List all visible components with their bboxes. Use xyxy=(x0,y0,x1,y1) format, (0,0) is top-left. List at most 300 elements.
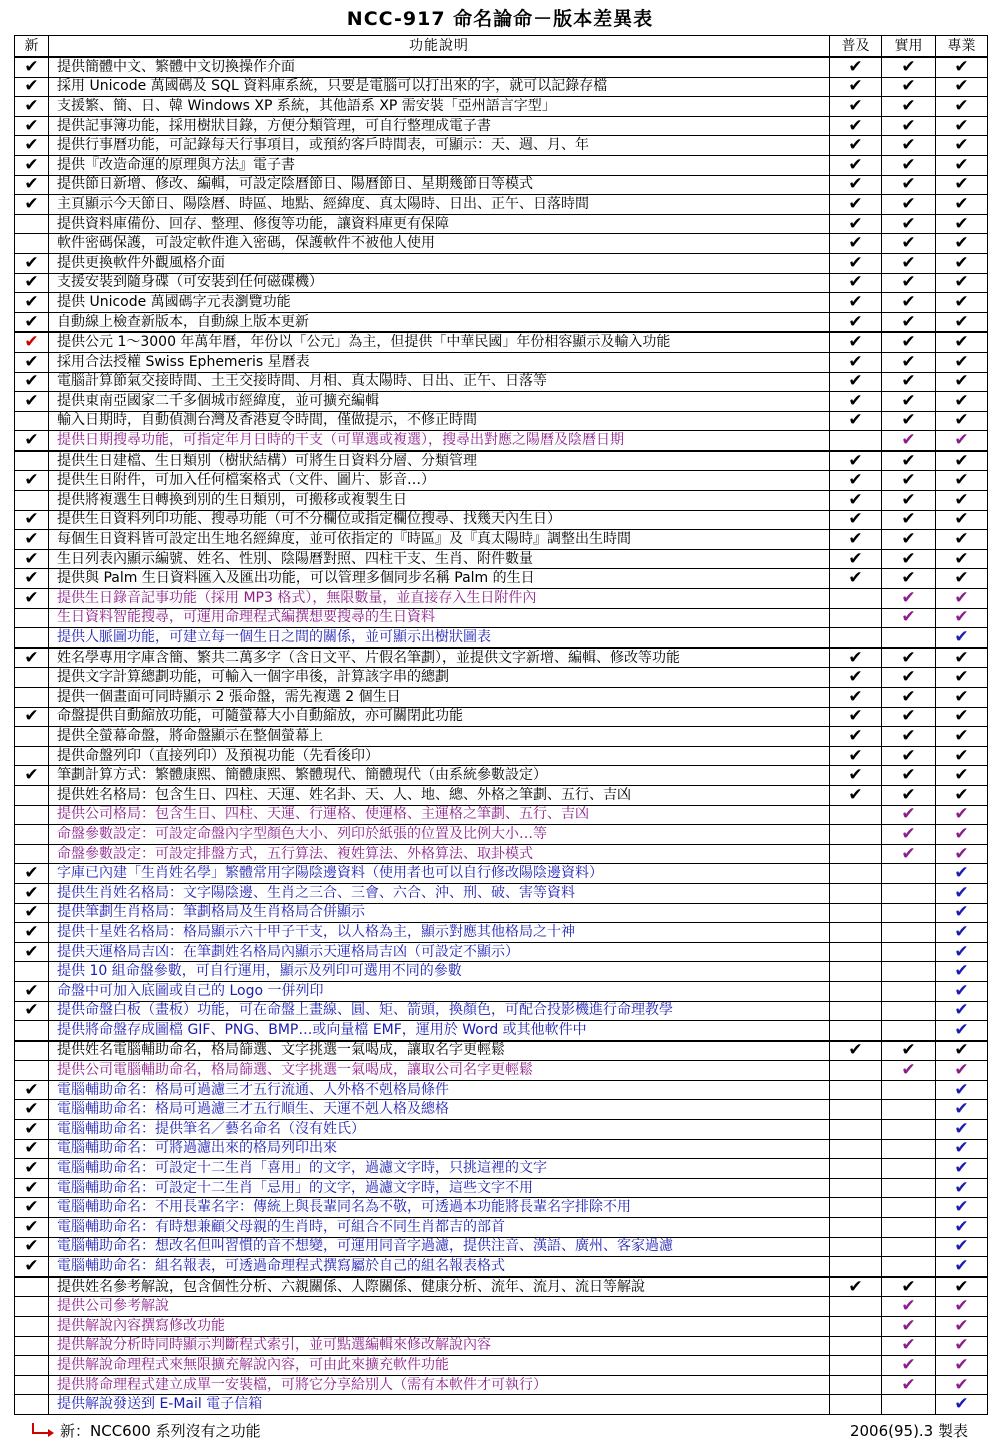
basic-check xyxy=(830,1317,882,1337)
feature-description: 提供全螢幕命盤，將命盤顯示在整個螢幕上 xyxy=(49,727,830,747)
basic-check xyxy=(830,1178,882,1198)
feature-description: 提供將複選生日轉換到別的生日類別，可搬移或複製生日 xyxy=(49,491,830,511)
new-marker xyxy=(15,214,49,234)
table-row xyxy=(15,962,988,982)
new-marker: ✔ xyxy=(15,293,49,313)
pro-check: ✔ xyxy=(936,569,988,589)
basic-check xyxy=(830,1198,882,1218)
pro-check: ✔ xyxy=(936,155,988,175)
basic-check: ✔ xyxy=(830,688,882,708)
table-row xyxy=(15,589,988,609)
practical-check xyxy=(882,1159,936,1179)
practical-check: ✔ xyxy=(882,766,936,786)
new-marker xyxy=(15,628,49,648)
basic-check xyxy=(830,1021,882,1041)
table-row xyxy=(15,981,988,1001)
table-row xyxy=(15,411,988,431)
pro-check: ✔ xyxy=(936,883,988,903)
feature-description: 提供人脈圖功能，可建立每一個生日之間的關係，並可顯示出樹狀圖表 xyxy=(49,628,830,648)
basic-check: ✔ xyxy=(830,510,882,530)
practical-check: ✔ xyxy=(882,844,936,864)
feature-description: 提供解說發送到 E-Mail 電子信箱 xyxy=(49,1395,830,1415)
feature-description: 提供將命理程式建立成單一安裝檔，可將它分享給別人（需有本軟件才可執行） xyxy=(49,1375,830,1395)
pro-check: ✔ xyxy=(936,923,988,943)
basic-check: ✔ xyxy=(830,273,882,293)
table-row xyxy=(15,1120,988,1140)
feature-description: 提供公司格局：包含生日、四柱、天運、行運格、使運格、主運格之筆劃、五行、吉凶 xyxy=(49,805,830,825)
pro-check: ✔ xyxy=(936,451,988,471)
pro-check: ✔ xyxy=(936,1100,988,1120)
basic-check xyxy=(830,844,882,864)
feature-description: 提供筆劃生肖格局：筆劃格局及生肖格局合併顯示 xyxy=(49,903,830,923)
basic-check: ✔ xyxy=(830,746,882,766)
feature-description: 提供一個畫面可同時顯示 2 張命盤，需先複選 2 個生日 xyxy=(49,688,830,708)
table-row xyxy=(15,116,988,136)
new-marker: ✔ xyxy=(15,942,49,962)
pro-check: ✔ xyxy=(936,962,988,982)
new-marker: ✔ xyxy=(15,195,49,215)
table-row xyxy=(15,628,988,648)
basic-check: ✔ xyxy=(830,648,882,668)
pro-check: ✔ xyxy=(936,392,988,412)
basic-check xyxy=(830,962,882,982)
practical-check: ✔ xyxy=(882,1277,936,1297)
table-row xyxy=(15,1375,988,1395)
table-row xyxy=(15,1356,988,1376)
practical-check: ✔ xyxy=(882,1041,936,1061)
table-row xyxy=(15,1336,988,1356)
feature-description: 提供命盤列印（直接列印）及預視功能（先看後印） xyxy=(49,746,830,766)
pro-check: ✔ xyxy=(936,1297,988,1317)
pro-check: ✔ xyxy=(936,1356,988,1376)
new-marker xyxy=(15,1375,49,1395)
basic-check: ✔ xyxy=(830,491,882,511)
new-marker: ✔ xyxy=(15,77,49,97)
practical-check xyxy=(882,628,936,648)
new-marker xyxy=(15,1395,49,1415)
new-marker xyxy=(15,234,49,254)
practical-check: ✔ xyxy=(882,392,936,412)
feature-description: 筆劃計算方式：繁體康熙、簡體康熙、繁體現代、簡體現代（由系統參數設定） xyxy=(49,766,830,786)
feature-description: 電腦計算節氣交接時間、土王交接時間、月相、真太陽時、日出、正午、日落等 xyxy=(49,372,830,392)
basic-check xyxy=(830,1297,882,1317)
table-row xyxy=(15,1277,988,1297)
feature-description: 提供行事曆功能，可記錄每天行事項目，或預約客戶時間表，可顯示：天、週、月、年 xyxy=(49,136,830,156)
pro-check: ✔ xyxy=(936,136,988,156)
basic-check: ✔ xyxy=(830,136,882,156)
basic-check: ✔ xyxy=(830,116,882,136)
new-marker: ✔ xyxy=(15,155,49,175)
table-row xyxy=(15,273,988,293)
new-marker: ✔ xyxy=(15,175,49,195)
feature-description: 提供公司電腦輔助命名，格局篩選、文字挑選一氣喝成，讓取公司名字更輕鬆 xyxy=(49,1061,830,1081)
practical-check xyxy=(882,1218,936,1238)
pro-check: ✔ xyxy=(936,1001,988,1021)
pro-check: ✔ xyxy=(936,77,988,97)
pro-check: ✔ xyxy=(936,785,988,805)
practical-check: ✔ xyxy=(882,825,936,845)
new-marker xyxy=(15,451,49,471)
new-marker xyxy=(15,411,49,431)
practical-check: ✔ xyxy=(882,1061,936,1081)
basic-check: ✔ xyxy=(830,77,882,97)
practical-check: ✔ xyxy=(882,727,936,747)
practical-check: ✔ xyxy=(882,253,936,273)
feature-description: 提供更換軟件外觀風格介面 xyxy=(49,253,830,273)
pro-check: ✔ xyxy=(936,589,988,609)
new-marker: ✔ xyxy=(15,864,49,884)
table-row xyxy=(15,707,988,727)
basic-check: ✔ xyxy=(830,392,882,412)
table-row xyxy=(15,1395,988,1415)
new-marker xyxy=(15,1021,49,1041)
feature-description: 電腦輔助命名：可設定十二生肖「喜用」的文字，過濾文字時，只挑這裡的文字 xyxy=(49,1159,830,1179)
pro-check: ✔ xyxy=(936,332,988,352)
practical-check xyxy=(882,1237,936,1257)
practical-check: ✔ xyxy=(882,234,936,254)
basic-check: ✔ xyxy=(830,1041,882,1061)
new-marker: ✔ xyxy=(15,981,49,1001)
feature-description: 提供解說命理程式來無限擴充解說內容，可由此來擴充軟件功能 xyxy=(49,1356,830,1376)
table-row xyxy=(15,825,988,845)
pro-check: ✔ xyxy=(936,234,988,254)
feature-description: 採用 Unicode 萬國碼及 SQL 資料庫系統，只要是電腦可以打出來的字，就可以記錄存檔 xyxy=(49,77,830,97)
table-row xyxy=(15,785,988,805)
new-marker: ✔ xyxy=(15,648,49,668)
feature-description: 提供『改造命運的原理與方法』電子書 xyxy=(49,155,830,175)
header-practical: 實用 xyxy=(882,36,936,58)
practical-check: ✔ xyxy=(882,648,936,668)
feature-description: 提供資料庫備份、回存、整理、修復等功能，讓資料庫更有保障 xyxy=(49,214,830,234)
table-row xyxy=(15,648,988,668)
table-header-row xyxy=(15,36,988,58)
practical-check: ✔ xyxy=(882,136,936,156)
practical-check: ✔ xyxy=(882,116,936,136)
new-marker: ✔ xyxy=(15,510,49,530)
new-marker xyxy=(15,608,49,628)
table-row xyxy=(15,77,988,97)
practical-check: ✔ xyxy=(882,510,936,530)
practical-check xyxy=(882,942,936,962)
footer-legend-note: 新：NCC600 系列沒有之功能 xyxy=(60,1422,261,1440)
practical-check: ✔ xyxy=(882,352,936,372)
practical-check: ✔ xyxy=(882,530,936,550)
basic-check: ✔ xyxy=(830,785,882,805)
feature-description: 提供生肖姓名格局：文字陽陰邊、生肖之三合、三會、六合、沖、刑、破、害等資料 xyxy=(49,883,830,903)
pro-check: ✔ xyxy=(936,825,988,845)
pro-check: ✔ xyxy=(936,293,988,313)
pro-check: ✔ xyxy=(936,471,988,491)
pro-check: ✔ xyxy=(936,175,988,195)
table-row xyxy=(15,1021,988,1041)
footer-date: 2006(95).3 製表 xyxy=(849,1422,968,1440)
table-row xyxy=(15,372,988,392)
practical-check: ✔ xyxy=(882,471,936,491)
practical-check: ✔ xyxy=(882,77,936,97)
new-marker xyxy=(15,491,49,511)
practical-check xyxy=(882,1198,936,1218)
new-marker xyxy=(15,746,49,766)
basic-check: ✔ xyxy=(830,155,882,175)
table-row xyxy=(15,668,988,688)
table-row xyxy=(15,766,988,786)
pro-check: ✔ xyxy=(936,372,988,392)
basic-check xyxy=(830,431,882,451)
pro-check: ✔ xyxy=(936,214,988,234)
basic-check xyxy=(830,864,882,884)
pro-check: ✔ xyxy=(936,1237,988,1257)
basic-check: ✔ xyxy=(830,234,882,254)
practical-check: ✔ xyxy=(882,214,936,234)
new-marker: ✔ xyxy=(15,1001,49,1021)
practical-check xyxy=(882,962,936,982)
new-marker xyxy=(15,805,49,825)
table-row xyxy=(15,805,988,825)
pro-check: ✔ xyxy=(936,1317,988,1337)
basic-check: ✔ xyxy=(830,569,882,589)
pro-check: ✔ xyxy=(936,1198,988,1218)
basic-check: ✔ xyxy=(830,372,882,392)
feature-description: 提供公元 1～3000 年萬年曆，年份以「公元」為主，但提供「中華民國」年份相容顯示及輸入功能 xyxy=(49,332,830,352)
practical-check: ✔ xyxy=(882,411,936,431)
new-marker xyxy=(15,1277,49,1297)
basic-check: ✔ xyxy=(830,312,882,332)
table-row xyxy=(15,844,988,864)
feature-description: 電腦輔助命名：組名報表，可透過命理程式撰寫屬於自己的組名報表格式 xyxy=(49,1257,830,1277)
table-row xyxy=(15,549,988,569)
pro-check: ✔ xyxy=(936,1277,988,1297)
table-row xyxy=(15,471,988,491)
table-row xyxy=(15,569,988,589)
basic-check xyxy=(830,1001,882,1021)
new-marker: ✔ xyxy=(15,1237,49,1257)
pro-check: ✔ xyxy=(936,1375,988,1395)
feature-description: 軟件密碼保護，可設定軟件進入密碼，保護軟件不被他人使用 xyxy=(49,234,830,254)
practical-check: ✔ xyxy=(882,549,936,569)
new-marker xyxy=(15,688,49,708)
table-row xyxy=(15,293,988,313)
basic-check: ✔ xyxy=(830,707,882,727)
pro-check: ✔ xyxy=(936,491,988,511)
basic-check: ✔ xyxy=(830,451,882,471)
basic-check: ✔ xyxy=(830,549,882,569)
pro-check: ✔ xyxy=(936,1021,988,1041)
table-row xyxy=(15,1080,988,1100)
feature-description: 命盤參數設定：可設定排盤方式，五行算法、複姓算法、外格算法、取卦模式 xyxy=(49,844,830,864)
basic-check: ✔ xyxy=(830,293,882,313)
new-marker xyxy=(15,962,49,982)
pro-check: ✔ xyxy=(936,549,988,569)
table-row xyxy=(15,510,988,530)
table-row xyxy=(15,214,988,234)
basic-check xyxy=(830,1120,882,1140)
feature-description: 每個生日資料皆可設定出生地名經緯度，並可依指定的『時區』及『真太陽時』調整出生時間 xyxy=(49,530,830,550)
table-row xyxy=(15,1061,988,1081)
practical-check: ✔ xyxy=(882,707,936,727)
basic-check xyxy=(830,1356,882,1376)
practical-check xyxy=(882,903,936,923)
practical-check xyxy=(882,1120,936,1140)
basic-check xyxy=(830,628,882,648)
feature-description: 電腦輔助命名：不用長輩名字：傳統上與長輩同名為不敬，可透過本功能將長輩名字排除不用 xyxy=(49,1198,830,1218)
practical-check: ✔ xyxy=(882,608,936,628)
feature-description: 輸入日期時，自動偵測台灣及香港夏令時間，僅做提示，不修正時間 xyxy=(49,411,830,431)
new-marker xyxy=(15,1317,49,1337)
practical-check: ✔ xyxy=(882,785,936,805)
table-row xyxy=(15,903,988,923)
feature-description: 提供文字計算總劃功能，可輸入一個字串後，計算該字串的總劃 xyxy=(49,668,830,688)
basic-check: ✔ xyxy=(830,352,882,372)
practical-check xyxy=(882,1178,936,1198)
pro-check: ✔ xyxy=(936,628,988,648)
basic-check xyxy=(830,883,882,903)
basic-check: ✔ xyxy=(830,727,882,747)
practical-check: ✔ xyxy=(882,1356,936,1376)
pro-check: ✔ xyxy=(936,805,988,825)
feature-description: 電腦輔助命名：有時想兼顧父母親的生肖時，可組合不同生肖都吉的部首 xyxy=(49,1218,830,1238)
practical-check: ✔ xyxy=(882,431,936,451)
table-row xyxy=(15,1159,988,1179)
feature-description: 主頁顯示今天節日、陽陰曆、時區、地點、經緯度、真太陽時、日出、正午、日落時間 xyxy=(49,195,830,215)
basic-check xyxy=(830,1336,882,1356)
feature-description: 提供 10 組命盤參數，可自行運用，顯示及列印可選用不同的參數 xyxy=(49,962,830,982)
feature-description: 命盤參數設定：可設定命盤內字型顏色大小、列印於紙張的位置及比例大小…等 xyxy=(49,825,830,845)
new-marker: ✔ xyxy=(15,1257,49,1277)
basic-check: ✔ xyxy=(830,97,882,117)
practical-check: ✔ xyxy=(882,1336,936,1356)
table-row xyxy=(15,1139,988,1159)
new-marker: ✔ xyxy=(15,1139,49,1159)
basic-check xyxy=(830,1375,882,1395)
practical-check: ✔ xyxy=(882,372,936,392)
practical-check: ✔ xyxy=(882,1317,936,1337)
pro-check: ✔ xyxy=(936,1041,988,1061)
feature-description: 提供 Unicode 萬國碼字元表瀏覽功能 xyxy=(49,293,830,313)
feature-description: 命盤中可加入底圖或自己的 Logo 一併列印 xyxy=(49,981,830,1001)
basic-check xyxy=(830,1159,882,1179)
new-marker: ✔ xyxy=(15,57,49,77)
pro-check: ✔ xyxy=(936,1178,988,1198)
basic-check xyxy=(830,1080,882,1100)
pro-check: ✔ xyxy=(936,312,988,332)
basic-check xyxy=(830,589,882,609)
new-marker: ✔ xyxy=(15,530,49,550)
new-marker: ✔ xyxy=(15,136,49,156)
basic-check xyxy=(830,825,882,845)
basic-check xyxy=(830,942,882,962)
basic-check xyxy=(830,1257,882,1277)
table-row xyxy=(15,253,988,273)
new-marker: ✔ xyxy=(15,707,49,727)
pro-check: ✔ xyxy=(936,608,988,628)
new-marker: ✔ xyxy=(15,116,49,136)
practical-check xyxy=(882,981,936,1001)
pro-check: ✔ xyxy=(936,1159,988,1179)
feature-description: 提供簡體中文、繁體中文切換操作介面 xyxy=(49,57,830,77)
new-marker xyxy=(15,1297,49,1317)
feature-description: 採用合法授權 Swiss Ephemeris 星曆表 xyxy=(49,352,830,372)
table-row xyxy=(15,234,988,254)
practical-check xyxy=(882,883,936,903)
feature-description: 提供生日建檔、生日類別（樹狀結構）可將生日資料分層、分類管理 xyxy=(49,451,830,471)
table-row xyxy=(15,530,988,550)
new-marker: ✔ xyxy=(15,1178,49,1198)
header-new: 新 xyxy=(15,36,49,58)
feature-description: 生日資料智能搜尋，可運用命理程式編撰想要搜尋的生日資料 xyxy=(49,608,830,628)
feature-description: 提供公司參考解說 xyxy=(49,1297,830,1317)
feature-description: 字庫已內建「生肖姓名學」繁體常用字陽陰邊資料（使用者也可以自行修改陽陰邊資料） xyxy=(49,864,830,884)
pro-check: ✔ xyxy=(936,1061,988,1081)
practical-check: ✔ xyxy=(882,273,936,293)
pro-check: ✔ xyxy=(936,1139,988,1159)
feature-description: 提供命盤白板（畫板）功能，可在命盤上畫線、圓、矩、箭頭，換顏色，可配合投影機進行命理教學 xyxy=(49,1001,830,1021)
new-marker: ✔ xyxy=(15,392,49,412)
pro-check: ✔ xyxy=(936,411,988,431)
pro-check: ✔ xyxy=(936,97,988,117)
header-pro: 專業 xyxy=(936,36,988,58)
practical-check: ✔ xyxy=(882,569,936,589)
table-row xyxy=(15,883,988,903)
practical-check: ✔ xyxy=(882,332,936,352)
feature-description: 提供東南亞國家二千多個城市經緯度，並可擴充編輯 xyxy=(49,392,830,412)
basic-check: ✔ xyxy=(830,530,882,550)
feature-description: 提供十星姓名格局：格局顯示六十甲子干支，以人格為主，顯示對應其他格局之十神 xyxy=(49,923,830,943)
table-row xyxy=(15,1178,988,1198)
new-marker: ✔ xyxy=(15,903,49,923)
new-marker: ✔ xyxy=(15,312,49,332)
pro-check: ✔ xyxy=(936,510,988,530)
pro-check: ✔ xyxy=(936,707,988,727)
pro-check: ✔ xyxy=(936,273,988,293)
feature-description: 電腦輔助命名：可將過濾出來的格局列印出來 xyxy=(49,1139,830,1159)
table-row xyxy=(15,1257,988,1277)
feature-description: 提供生日附件，可加入任何檔案格式（文件、圖片、影音…） xyxy=(49,471,830,491)
feature-description: 提供天運格局吉凶：在筆劃姓名格局內顯示天運格局吉凶（可設定不顯示） xyxy=(49,942,830,962)
new-marker: ✔ xyxy=(15,549,49,569)
new-marker: ✔ xyxy=(15,923,49,943)
table-row xyxy=(15,864,988,884)
pro-check: ✔ xyxy=(936,1080,988,1100)
table-row xyxy=(15,1218,988,1238)
table-row xyxy=(15,1237,988,1257)
table-row xyxy=(15,97,988,117)
practical-check xyxy=(882,1080,936,1100)
feature-description: 支援安裝到隨身碟（可安裝到任何磁碟機） xyxy=(49,273,830,293)
pro-check: ✔ xyxy=(936,981,988,1001)
table-row xyxy=(15,451,988,471)
pro-check: ✔ xyxy=(936,864,988,884)
practical-check xyxy=(882,1257,936,1277)
new-marker: ✔ xyxy=(15,589,49,609)
table-row xyxy=(15,1297,988,1317)
new-marker: ✔ xyxy=(15,1198,49,1218)
table-row xyxy=(15,312,988,332)
practical-check xyxy=(882,1139,936,1159)
practical-check: ✔ xyxy=(882,293,936,313)
new-marker xyxy=(15,1356,49,1376)
feature-description: 提供姓名參考解說，包含個性分析、六親關係、人際關係、健康分析、流年、流月、流日等解說 xyxy=(49,1277,830,1297)
pro-check: ✔ xyxy=(936,648,988,668)
pro-check: ✔ xyxy=(936,1120,988,1140)
new-marker: ✔ xyxy=(15,97,49,117)
basic-check: ✔ xyxy=(830,668,882,688)
new-marker: ✔ xyxy=(15,372,49,392)
pro-check: ✔ xyxy=(936,688,988,708)
basic-check xyxy=(830,608,882,628)
feature-description: 支援繁、簡、日、韓 Windows XP 系統，其他語系 XP 需安裝「亞州語言字型」 xyxy=(49,97,830,117)
table-row xyxy=(15,1041,988,1061)
practical-check xyxy=(882,923,936,943)
